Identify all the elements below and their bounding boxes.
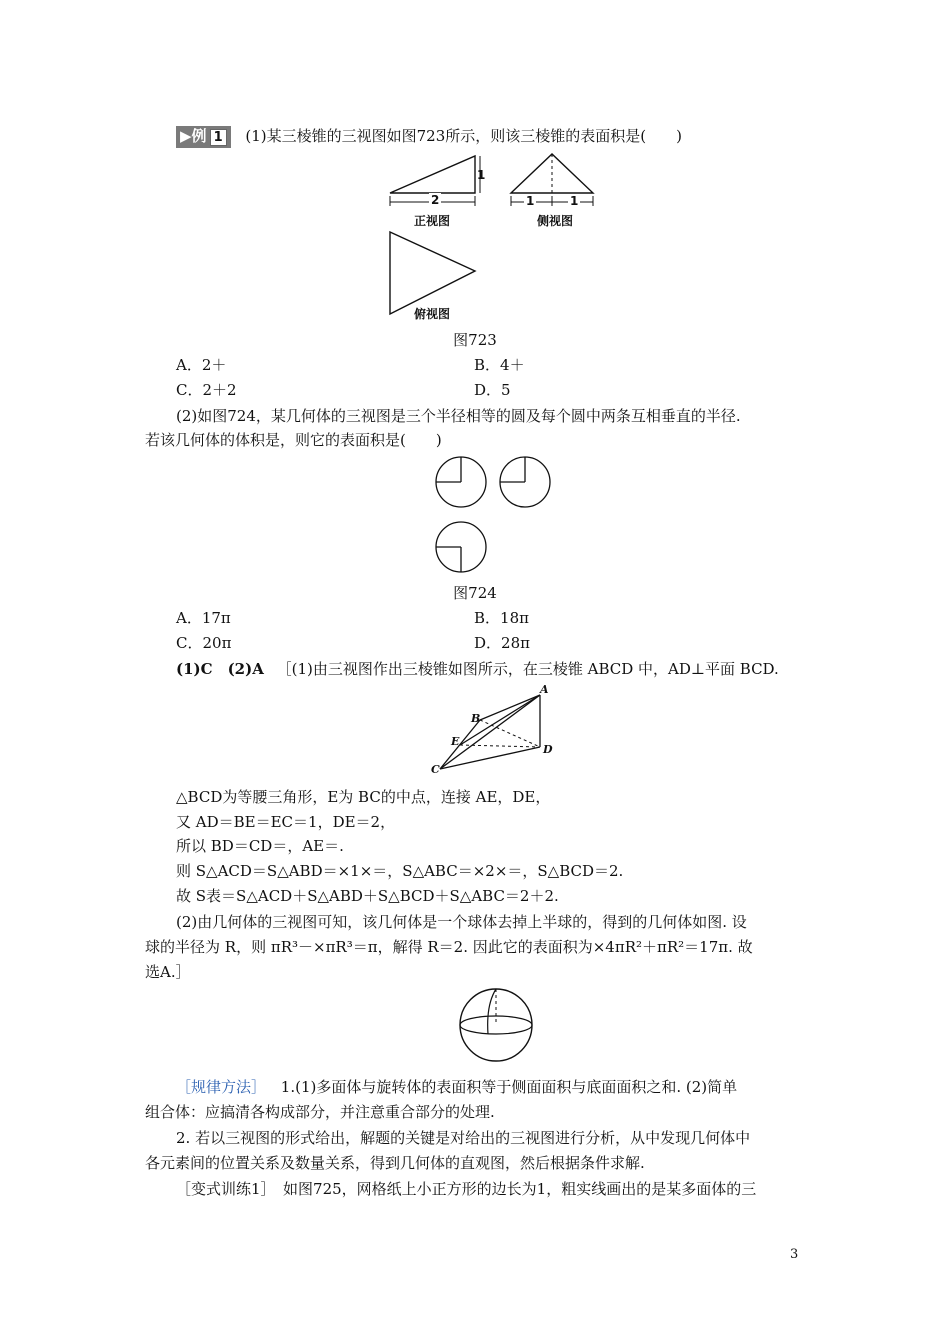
question-2-line-1: (2)如图724，某几何体的三视图是三个半径相等的圆及每个圆中两条互相垂直的半径. — [176, 407, 741, 425]
question-1-text: (1)某三棱锥的三视图如图723所示，则该三棱锥的表面积是( ) — [245, 127, 682, 145]
solution-line-2: 又 AD＝BE＝EC＝1，DE＝2， — [176, 813, 396, 831]
q1-option-b: B．4＋ — [474, 356, 525, 374]
q2-option-b: B．18π — [474, 609, 529, 627]
answer-line — [176, 659, 779, 679]
question-2-line-2: 若该几何体的体积是，则它的表面积是( ) — [145, 431, 442, 449]
side-view-dimension-right: 1 — [570, 194, 579, 208]
page-number: 3 — [790, 1247, 799, 1262]
variant-line: ［变式训练1］ 如图725，网格纸上小正方形的边长为1，粗实线画出的是某多面体的三 — [176, 1180, 757, 1198]
answer-head: (1)C (2)A — [176, 660, 264, 678]
method-line-2: 组合体：应搞清各构成部分，并注意重合部分的处理. — [145, 1103, 495, 1121]
method-line-1: ［规律方法］ 1.(1)多面体与旋转体的表面积等于侧面面积与底面面积之和. (2)简单 — [176, 1078, 738, 1096]
q2-option-a: A．17π — [176, 609, 231, 627]
q2-option-d: D．28π — [474, 634, 530, 652]
method-line-4: 各元素间的位置关系及数量关系，得到几何体的直观图，然后根据条件求解. — [145, 1154, 645, 1172]
pyramid-label-c: C — [431, 763, 440, 776]
part2-line-2: 球的半径为 R，则 πR³－×πR³＝π，解得 R＝2. 因此它的表面积为×4πR²＋πR²＝17π. 故 — [145, 938, 753, 956]
front-view-label: 正视图 — [414, 214, 451, 228]
answer-text: ［(1)由三视图作出三棱锥如图所示，在三棱锥 ABCD 中，AD⊥平面 BCD. — [276, 660, 779, 678]
solution-line-1: △BCD为等腰三角形，E为 BC的中点，连接 AE，DE， — [176, 788, 551, 806]
q1-option-a: A．2＋ — [176, 356, 227, 374]
side-view-dimension-left: 1 — [526, 194, 535, 208]
pyramid-figure — [430, 685, 560, 780]
front-view-dimension: 2 — [431, 193, 440, 207]
method-label: ［规律方法］ — [176, 1078, 267, 1096]
q2-option-c: C．20π — [176, 634, 232, 652]
figure-724-circles — [430, 455, 560, 580]
side-view-label: 侧视图 — [537, 214, 574, 228]
example-heading — [176, 126, 682, 148]
solution-line-5: 故 S表＝S△ACD＋S△ABD＋S△BCD＋S△ABC＝2＋2. — [176, 887, 559, 905]
figure-724-caption: 图724 — [453, 584, 497, 602]
example-number: 1 — [210, 129, 227, 146]
example-tag: ▶例 1 — [176, 126, 231, 148]
figure-723-caption: 图723 — [453, 331, 497, 349]
q1-option-d: D．5 — [474, 381, 511, 399]
pyramid-label-b: B — [471, 712, 481, 725]
solution-line-3: 所以 BD＝CD＝，AE＝. — [176, 837, 344, 855]
method-line-3: 2. 若以三视图的形式给出，解题的关键是对给出的三视图进行分析，从中发现几何体中 — [176, 1129, 751, 1147]
pyramid-label-a: A — [540, 683, 549, 696]
sphere-figure — [445, 985, 555, 1070]
pyramid-label-e: E — [451, 735, 460, 748]
top-view-label: 俯视图 — [414, 307, 451, 321]
pyramid-label-d: D — [543, 743, 553, 756]
part2-line-1: (2)由几何体的三视图可知，该几何体是一个球体去掉上半球的，得到的几何体如图. 设 — [176, 913, 747, 931]
front-view-height: 1 — [477, 168, 486, 182]
solution-line-4: 则 S△ACD＝S△ABD＝×1×＝，S△ABC＝×2×＝，S△BCD＝2. — [176, 862, 624, 880]
part2-line-3: 选A.］ — [145, 963, 191, 981]
q1-option-c: C．2＋2 — [176, 381, 237, 399]
